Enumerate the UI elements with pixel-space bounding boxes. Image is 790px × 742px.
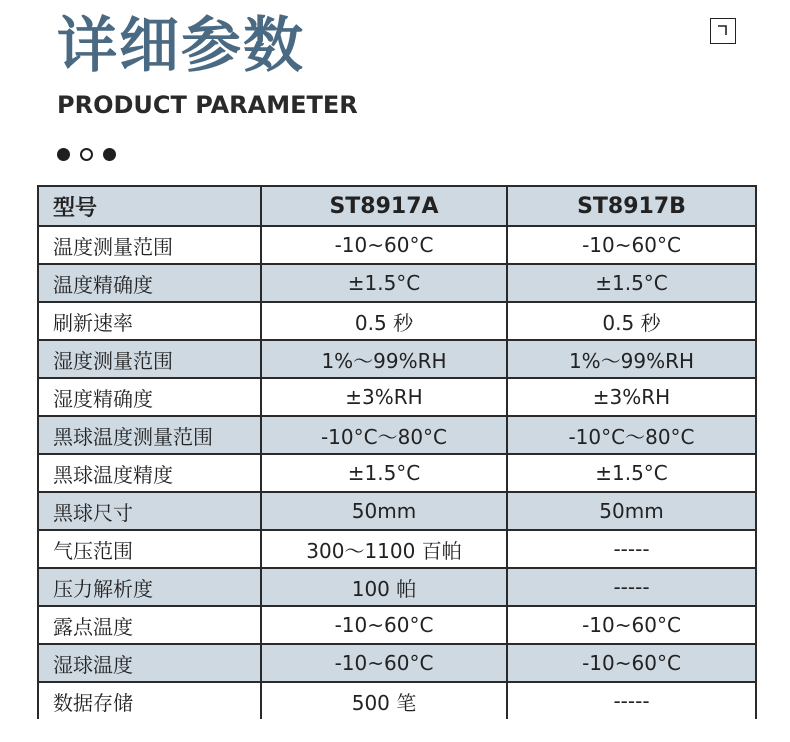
param-name: 露点温度 [38, 606, 261, 644]
param-value-b: ----- [507, 682, 756, 719]
param-value-a: 100 帕 [261, 568, 507, 606]
param-name: 数据存储 [38, 682, 261, 719]
page-title: 详细参数 [57, 11, 305, 81]
param-value-b: -10°C～80°C [507, 416, 756, 454]
header-st8917a: ST8917A [261, 186, 507, 226]
param-value-b: 1%～99%RH [507, 340, 756, 378]
carousel-dot-2[interactable] [80, 148, 93, 161]
table-row [38, 226, 756, 264]
param-name: 湿球温度 [38, 644, 261, 682]
param-value-b: ±1.5°C [507, 264, 756, 302]
param-value-a: ±1.5°C [261, 454, 507, 492]
param-value-b: 50mm [507, 492, 756, 530]
table-row [38, 530, 756, 568]
param-name: 气压范围 [38, 530, 261, 568]
param-value-b: -10~60°C [507, 606, 756, 644]
table-row [38, 340, 756, 378]
param-value-a: -10°C～80°C [261, 416, 507, 454]
param-value-a: 50mm [261, 492, 507, 530]
param-value-a: 1%～99%RH [261, 340, 507, 378]
param-value-b: ----- [507, 530, 756, 568]
corner-bracket-icon [710, 18, 736, 44]
header-model: 型号 [38, 186, 261, 226]
carousel-dot-1[interactable] [57, 148, 70, 161]
param-value-b: -10~60°C [507, 226, 756, 264]
table-row [38, 454, 756, 492]
param-value-a: 0.5 秒 [261, 302, 507, 340]
param-name: 黑球温度精度 [38, 454, 261, 492]
param-value-b: ----- [507, 568, 756, 606]
table-row [38, 644, 756, 682]
param-value-b: -10~60°C [507, 644, 756, 682]
table-row [38, 416, 756, 454]
parameter-table [37, 185, 757, 719]
param-name: 黑球尺寸 [38, 492, 261, 530]
table-row [38, 682, 756, 719]
param-value-a: -10~60°C [261, 606, 507, 644]
table-row [38, 378, 756, 416]
table-row [38, 568, 756, 606]
table-row [38, 264, 756, 302]
carousel-dot-3[interactable] [103, 148, 116, 161]
param-name: 湿度精确度 [38, 378, 261, 416]
table-row [38, 302, 756, 340]
param-value-b: ±1.5°C [507, 454, 756, 492]
param-name: 温度测量范围 [38, 226, 261, 264]
table-header-row [38, 186, 756, 226]
param-value-a: 300～1100 百帕 [261, 530, 507, 568]
param-value-b: ±3%RH [507, 378, 756, 416]
param-name: 压力解析度 [38, 568, 261, 606]
param-name: 刷新速率 [38, 302, 261, 340]
param-value-a: -10~60°C [261, 226, 507, 264]
param-name: 温度精确度 [38, 264, 261, 302]
table-row [38, 606, 756, 644]
table-row [38, 492, 756, 530]
param-value-a: ±1.5°C [261, 264, 507, 302]
param-value-a: ±3%RH [261, 378, 507, 416]
carousel-indicators [57, 148, 116, 161]
page-subtitle: PRODUCT PARAMETER [57, 91, 358, 119]
param-name: 黑球温度测量范围 [38, 416, 261, 454]
param-value-b: 0.5 秒 [507, 302, 756, 340]
param-name: 湿度测量范围 [38, 340, 261, 378]
param-value-a: 500 笔 [261, 682, 507, 719]
param-value-a: -10~60°C [261, 644, 507, 682]
header-st8917b: ST8917B [507, 186, 756, 226]
